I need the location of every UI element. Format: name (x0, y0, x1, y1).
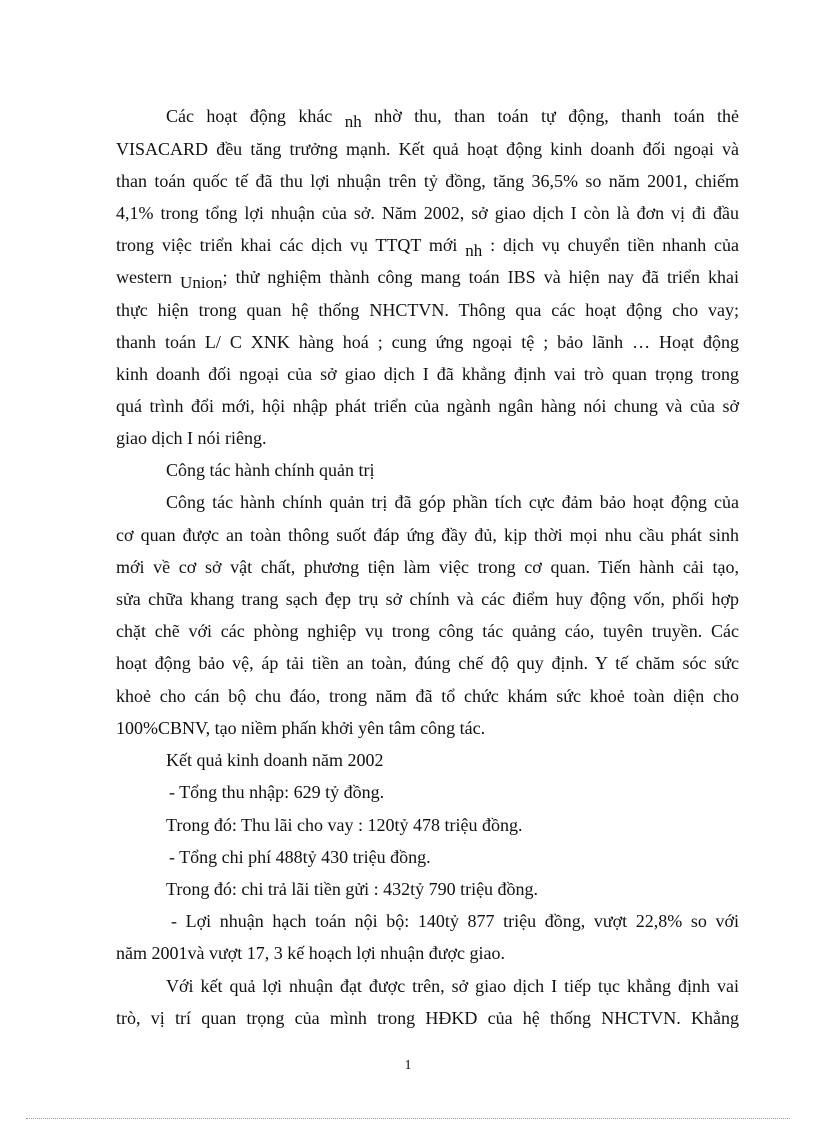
text-line: Công tác hành chính quản trị đã góp phần tích cực đảm bảo hoạt động của (166, 492, 739, 512)
section-heading: Công tác hành chính quản trị (166, 460, 375, 480)
text-line: trong việc triển khai các dịch vụ TTQT mới nh : dịch vụ chuyển tiền nhanh của (116, 235, 740, 260)
footer-divider (26, 1118, 790, 1119)
text-line: Các hoạt động khác nh nhờ thu, than toán tự động, thanh toán thẻ (166, 106, 740, 131)
text-line: western Union; thử nghiệm thành công mang toán IBS và hiện nay đã triển khai (116, 267, 739, 292)
text-line: khoẻ cho cán bộ chu đáo, trong năm đã tổ chức khám sức khoẻ toàn diện cho (116, 686, 739, 706)
text-line: giao dịch I nói riêng. (116, 428, 267, 448)
text-line: trò, vị trí quan trọng của mình trong HĐKD của hệ thống NHCTVN. Khẳng (116, 1008, 739, 1028)
text-line: năm 2001và vượt 17, 3 kế hoạch lợi nhuận được giao. (116, 943, 505, 963)
result-item: - Lợi nhuận hạch toán nội bộ: 140tỷ 877 triệu đồng, vượt 22,8% so với (171, 911, 739, 931)
text-line: VISACARD đều tăng trưởng mạnh. Kết quả hoạt động kinh doanh đối ngoại và (116, 139, 739, 159)
result-item: - Tổng thu nhập: 629 tỷ đồng. (169, 782, 385, 802)
text-line: sửa chữa khang trang sạch đẹp trụ sở chính và các điểm huy động vốn, phối hợp (116, 589, 739, 609)
text-line: Với kết quả lợi nhuận đạt được trên, sở giao dịch I tiếp tục khẳng định vai (166, 976, 739, 996)
text-line: 4,1% trong tổng lợi nhuận của sở. Năm 2002, sở giao dịch I còn là đơn vị đi đầu (116, 203, 739, 223)
page-number: 1 (404, 1058, 412, 1073)
text-line: thực hiện trong quan hệ thống NHCTVN. Thông qua các hoạt động cho vay; (116, 300, 739, 320)
section-heading: Kết quả kinh doanh năm 2002 (166, 750, 384, 770)
text-line: chặt chẽ với các phòng nghiệp vụ trong công tác quảng cáo, tuyên truyền. Các (116, 621, 739, 641)
text-line: 100%CBNV, tạo niềm phấn khởi yên tâm công tác. (116, 718, 486, 738)
text-line: kinh doanh đối ngoại của sở giao dịch I đã khẳng định vai trò quan trọng trong (116, 364, 739, 384)
result-detail: Trong đó: chi trả lãi tiền gửi : 432tỷ 790 triệu đồng. (166, 879, 539, 899)
text-line: quá trình đổi mới, hội nhập phát triển của ngành ngân hàng nói chung và của sở (116, 396, 739, 416)
text-line: cơ quan được an toàn thông suốt đáp ứng đầy đủ, kịp thời mọi nhu cầu phát sinh (116, 525, 739, 545)
text-line: thanh toán L/ C XNK hàng hoá ; cung ứng ngoại tệ ; bảo lãnh … Hoạt động (116, 332, 739, 352)
result-item: - Tổng chi phí 488tỷ 430 triệu đồng. (169, 847, 431, 867)
text-line: mới về cơ sở vật chất, phương tiện làm việc trong cơ quan. Tiến hành cải tạo, (116, 557, 739, 577)
result-detail: Trong đó: Thu lãi cho vay : 120tỷ 478 triệu đồng. (166, 815, 523, 835)
text-line: than toán quốc tế đã thu lợi nhuận trên tỷ đồng, tăng 36,5% so năm 2001, chiếm (116, 171, 739, 191)
text-line: hoạt động bảo vệ, áp tải tiền an toàn, đúng chế độ quy định. Y tế chăm sóc sức (116, 653, 739, 673)
